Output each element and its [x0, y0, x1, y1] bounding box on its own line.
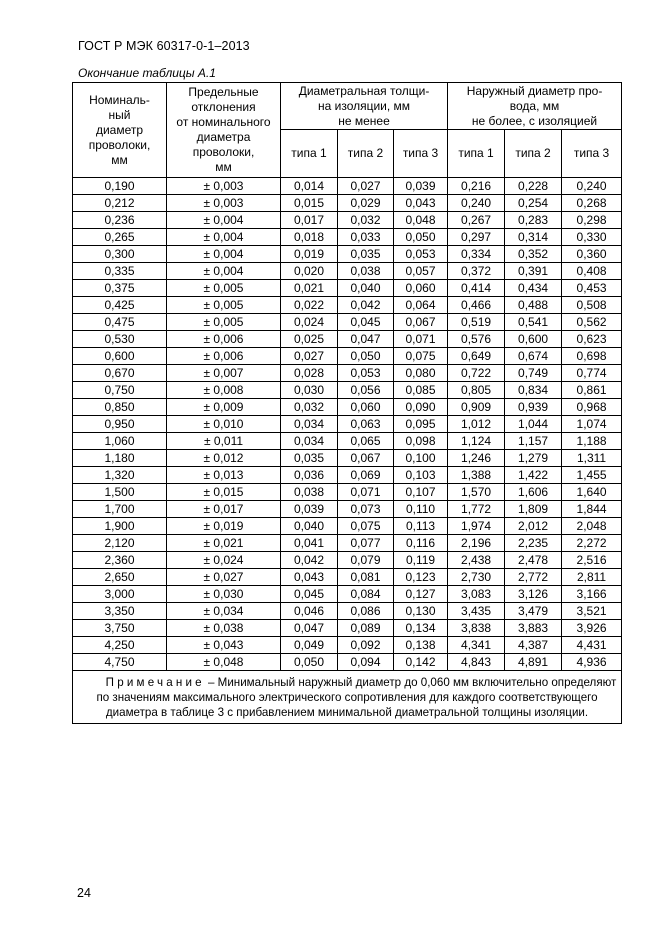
table-cell: 0,375 — [73, 280, 167, 297]
header-outer-diameter: Наружный диаметр про- вода, мм не более, с изоляцией — [448, 83, 622, 130]
table-cell: 0,850 — [73, 399, 167, 416]
table-cell: 0,040 — [338, 280, 394, 297]
table-cell: 0,060 — [338, 399, 394, 416]
table-cell: 0,090 — [394, 399, 448, 416]
table-cell: 4,387 — [505, 637, 562, 654]
table-cell: 1,844 — [562, 501, 622, 518]
table-cell: 0,142 — [394, 654, 448, 671]
table-cell: 0,909 — [448, 399, 505, 416]
table-cell: 1,640 — [562, 484, 622, 501]
table-cell: 0,027 — [338, 178, 394, 195]
table-cell: 0,020 — [281, 263, 338, 280]
table-cell: 0,254 — [505, 195, 562, 212]
table-cell: 0,298 — [562, 212, 622, 229]
table-cell: 1,157 — [505, 433, 562, 450]
table-cell: 0,119 — [394, 552, 448, 569]
table-cell: ± 0,011 — [167, 433, 281, 450]
table-cell: 0,103 — [394, 467, 448, 484]
table-cell: 0,749 — [505, 365, 562, 382]
table-cell: 3,479 — [505, 603, 562, 620]
table-cell: 2,272 — [562, 535, 622, 552]
subheader-type: типа 1 — [281, 130, 338, 178]
table-cell: 4,843 — [448, 654, 505, 671]
table-cell: 0,032 — [281, 399, 338, 416]
table-row — [73, 654, 622, 671]
table-row — [73, 246, 622, 263]
table-cell: 2,235 — [505, 535, 562, 552]
table-note — [73, 671, 622, 724]
table-cell: 1,974 — [448, 518, 505, 535]
table-cell: 0,025 — [281, 331, 338, 348]
table-cell: 0,541 — [505, 314, 562, 331]
table-cell: 1,455 — [562, 467, 622, 484]
table-cell: 3,435 — [448, 603, 505, 620]
table-cell: 0,085 — [394, 382, 448, 399]
table-cell: 0,039 — [281, 501, 338, 518]
table-cell: 2,120 — [73, 535, 167, 552]
table-cell: 4,750 — [73, 654, 167, 671]
table-cell: ± 0,005 — [167, 314, 281, 331]
table-cell: 0,600 — [73, 348, 167, 365]
table-cell: 0,116 — [394, 535, 448, 552]
table-cell: 0,267 — [448, 212, 505, 229]
table-cell: 0,107 — [394, 484, 448, 501]
table-cell: 0,035 — [281, 450, 338, 467]
table-cell: 0,029 — [338, 195, 394, 212]
table-cell: 0,019 — [281, 246, 338, 263]
table-cell: ± 0,034 — [167, 603, 281, 620]
table-cell: 0,028 — [281, 365, 338, 382]
header-limit-deviation: Предельные отклонения от номинального диаметра проволоки, мм — [167, 83, 281, 178]
table-cell: 0,049 — [281, 637, 338, 654]
table-cell: ± 0,048 — [167, 654, 281, 671]
table-cell: 3,838 — [448, 620, 505, 637]
table-cell: 1,900 — [73, 518, 167, 535]
table-cell: 0,562 — [562, 314, 622, 331]
table-cell: 0,030 — [281, 382, 338, 399]
table-cell: 0,089 — [338, 620, 394, 637]
table-cell: ± 0,043 — [167, 637, 281, 654]
table-cell: 1,124 — [448, 433, 505, 450]
table-cell: 0,268 — [562, 195, 622, 212]
table-cell: 0,134 — [394, 620, 448, 637]
table-cell: ± 0,017 — [167, 501, 281, 518]
table-cell: 4,341 — [448, 637, 505, 654]
table-row — [73, 433, 622, 450]
subheader-type: типа 1 — [448, 130, 505, 178]
table-row — [73, 399, 622, 416]
table-cell: 0,067 — [394, 314, 448, 331]
table-cell: 0,334 — [448, 246, 505, 263]
table-cell: 3,750 — [73, 620, 167, 637]
table-cell: 0,015 — [281, 195, 338, 212]
table-cell: 1,700 — [73, 501, 167, 518]
table-cell: 0,861 — [562, 382, 622, 399]
table-cell: ± 0,038 — [167, 620, 281, 637]
table-cell: 2,650 — [73, 569, 167, 586]
header-insulation-thickness: Диаметральная толщи- на изоляции, мм не менее — [281, 83, 448, 130]
table-cell: 0,095 — [394, 416, 448, 433]
table-row — [73, 297, 622, 314]
table-cell: 0,335 — [73, 263, 167, 280]
table-cell: 0,240 — [448, 195, 505, 212]
table-cell: ± 0,004 — [167, 229, 281, 246]
table-cell: 0,576 — [448, 331, 505, 348]
table-cell: 0,698 — [562, 348, 622, 365]
table-cell: 0,414 — [448, 280, 505, 297]
table-cell: 0,722 — [448, 365, 505, 382]
table-cell: 0,042 — [281, 552, 338, 569]
table-row — [73, 552, 622, 569]
table-cell: 0,100 — [394, 450, 448, 467]
table-cell: 0,216 — [448, 178, 505, 195]
table-row — [73, 178, 622, 195]
table-cell: 0,047 — [338, 331, 394, 348]
table-cell: 1,180 — [73, 450, 167, 467]
table-cell: 1,074 — [562, 416, 622, 433]
table-cell: 0,475 — [73, 314, 167, 331]
table-cell: 0,043 — [281, 569, 338, 586]
table-body — [73, 178, 622, 671]
table-cell: 1,570 — [448, 484, 505, 501]
table-row — [73, 229, 622, 246]
table-cell: 0,408 — [562, 263, 622, 280]
table-cell: 1,246 — [448, 450, 505, 467]
diameter-table — [72, 82, 622, 724]
page-number: 24 — [77, 886, 91, 900]
table-cell: 0,067 — [338, 450, 394, 467]
table-cell: ± 0,015 — [167, 484, 281, 501]
table-cell: 0,035 — [338, 246, 394, 263]
table-cell: ± 0,004 — [167, 246, 281, 263]
table-cell: 0,075 — [338, 518, 394, 535]
table-cell: 0,110 — [394, 501, 448, 518]
table-cell: 3,883 — [505, 620, 562, 637]
table-row — [73, 263, 622, 280]
table-cell: 0,519 — [448, 314, 505, 331]
table-cell: 0,064 — [394, 297, 448, 314]
table-cell: 0,453 — [562, 280, 622, 297]
subheader-type: типа 2 — [505, 130, 562, 178]
table-cell: 0,805 — [448, 382, 505, 399]
table-cell: ± 0,008 — [167, 382, 281, 399]
table-cell: 1,388 — [448, 467, 505, 484]
table-cell: 0,041 — [281, 535, 338, 552]
table-cell: 0,352 — [505, 246, 562, 263]
table-cell: 0,240 — [562, 178, 622, 195]
table-row — [73, 535, 622, 552]
table-cell: 0,071 — [338, 484, 394, 501]
table-cell: 0,079 — [338, 552, 394, 569]
table-cell: 0,050 — [281, 654, 338, 671]
table-cell: ± 0,005 — [167, 280, 281, 297]
table-cell: ± 0,019 — [167, 518, 281, 535]
table-cell: 0,034 — [281, 433, 338, 450]
table-cell: 0,372 — [448, 263, 505, 280]
table-cell: 0,950 — [73, 416, 167, 433]
table-cell: 3,000 — [73, 586, 167, 603]
table-cell: 0,098 — [394, 433, 448, 450]
table-cell: 0,060 — [394, 280, 448, 297]
table-cell: 0,600 — [505, 331, 562, 348]
table-cell: ± 0,030 — [167, 586, 281, 603]
table-cell: 2,360 — [73, 552, 167, 569]
table-cell: 0,092 — [338, 637, 394, 654]
table-cell: 0,050 — [338, 348, 394, 365]
table-cell: 4,431 — [562, 637, 622, 654]
table-cell: 0,075 — [394, 348, 448, 365]
table-row — [73, 365, 622, 382]
table-cell: ± 0,007 — [167, 365, 281, 382]
table-row — [73, 348, 622, 365]
table-cell: 0,047 — [281, 620, 338, 637]
table-cell: 0,038 — [281, 484, 338, 501]
table-cell: 3,350 — [73, 603, 167, 620]
table-cell: 0,045 — [338, 314, 394, 331]
table-cell: 0,056 — [338, 382, 394, 399]
table-cell: 0,065 — [338, 433, 394, 450]
table-cell: 0,069 — [338, 467, 394, 484]
table-row — [73, 637, 622, 654]
table-cell: 0,236 — [73, 212, 167, 229]
table-cell: 0,297 — [448, 229, 505, 246]
table-row — [73, 212, 622, 229]
table-cell: 3,926 — [562, 620, 622, 637]
table-cell: 3,166 — [562, 586, 622, 603]
table-cell: 0,425 — [73, 297, 167, 314]
table-cell: 0,043 — [394, 195, 448, 212]
table-cell: 0,045 — [281, 586, 338, 603]
table-cell: 0,057 — [394, 263, 448, 280]
table-cell: 0,391 — [505, 263, 562, 280]
table-cell: 1,772 — [448, 501, 505, 518]
table-cell: 0,022 — [281, 297, 338, 314]
table-cell: 0,081 — [338, 569, 394, 586]
table-cell: 2,730 — [448, 569, 505, 586]
table-cell: 3,521 — [562, 603, 622, 620]
table-cell: 0,032 — [338, 212, 394, 229]
table-cell: 0,086 — [338, 603, 394, 620]
table-row — [73, 603, 622, 620]
table-cell: 2,196 — [448, 535, 505, 552]
table-cell: 0,127 — [394, 586, 448, 603]
table-cell: 0,113 — [394, 518, 448, 535]
table-cell: 0,053 — [338, 365, 394, 382]
table-cell: 0,094 — [338, 654, 394, 671]
table-cell: ± 0,010 — [167, 416, 281, 433]
table-cell: 0,036 — [281, 467, 338, 484]
table-row — [73, 450, 622, 467]
table-row — [73, 195, 622, 212]
table-cell: ± 0,021 — [167, 535, 281, 552]
table-cell: 2,516 — [562, 552, 622, 569]
table-cell: 1,279 — [505, 450, 562, 467]
table-cell: ± 0,006 — [167, 331, 281, 348]
table-cell: 0,048 — [394, 212, 448, 229]
table-cell: 0,046 — [281, 603, 338, 620]
table-cell: 0,018 — [281, 229, 338, 246]
table-cell: 2,772 — [505, 569, 562, 586]
table-cell: 0,434 — [505, 280, 562, 297]
table-cell: 0,017 — [281, 212, 338, 229]
table-cell: ± 0,024 — [167, 552, 281, 569]
note-heading: Примечание — [105, 675, 205, 689]
table-cell: 0,488 — [505, 297, 562, 314]
table-cell: 0,024 — [281, 314, 338, 331]
table-cell: 2,438 — [448, 552, 505, 569]
header-nominal-diameter: Номиналь- ный диаметр проволоки, мм — [73, 83, 167, 178]
table-cell: 0,834 — [505, 382, 562, 399]
table-cell: 1,809 — [505, 501, 562, 518]
table-cell: 1,060 — [73, 433, 167, 450]
table-cell: 0,939 — [505, 399, 562, 416]
table-cell: 0,283 — [505, 212, 562, 229]
table-cell: 1,311 — [562, 450, 622, 467]
table-row — [73, 518, 622, 535]
table-row — [73, 416, 622, 433]
table-cell: 0,138 — [394, 637, 448, 654]
table-row — [73, 484, 622, 501]
table-cell: 1,606 — [505, 484, 562, 501]
table-cell: 1,012 — [448, 416, 505, 433]
table-cell: 4,250 — [73, 637, 167, 654]
table-row — [73, 331, 622, 348]
table-cell: 0,330 — [562, 229, 622, 246]
table-cell: 0,042 — [338, 297, 394, 314]
table-cell: 0,623 — [562, 331, 622, 348]
table-cell: ± 0,027 — [167, 569, 281, 586]
table-cell: 1,422 — [505, 467, 562, 484]
table-cell: 0,027 — [281, 348, 338, 365]
table-cell: 0,063 — [338, 416, 394, 433]
table-cell: 0,314 — [505, 229, 562, 246]
table-cell: 0,674 — [505, 348, 562, 365]
table-cell: 2,012 — [505, 518, 562, 535]
table-cell: 1,044 — [505, 416, 562, 433]
table-row — [73, 467, 622, 484]
note-text: – Минимальный наружный диаметр до 0,060 мм включительно определяют по значениям максимального электрического сопротивления для каждого соответствующего диаметра в таблице 3 с прибавлением минимальной диаметральной толщины изоляции. — [96, 675, 617, 719]
table-cell: 0,360 — [562, 246, 622, 263]
table-cell: 0,039 — [394, 178, 448, 195]
table-cell: ± 0,003 — [167, 178, 281, 195]
table-cell: 0,300 — [73, 246, 167, 263]
table-cell: 3,083 — [448, 586, 505, 603]
table-cell: 0,265 — [73, 229, 167, 246]
document-header: ГОСТ Р МЭК 60317-0-1–2013 — [78, 39, 250, 53]
table-cell: 0,033 — [338, 229, 394, 246]
table-cell: 4,891 — [505, 654, 562, 671]
table-cell: ± 0,013 — [167, 467, 281, 484]
table-cell: 0,228 — [505, 178, 562, 195]
table-cell: 0,073 — [338, 501, 394, 518]
table-row — [73, 314, 622, 331]
table-row — [73, 569, 622, 586]
table-cell: 0,508 — [562, 297, 622, 314]
subheader-type: типа 3 — [562, 130, 622, 178]
table-cell: 0,466 — [448, 297, 505, 314]
table-cell: 0,053 — [394, 246, 448, 263]
table-row — [73, 382, 622, 399]
table-cell: ± 0,004 — [167, 263, 281, 280]
table-cell: ± 0,009 — [167, 399, 281, 416]
table-cell: 0,084 — [338, 586, 394, 603]
table-cell: 0,530 — [73, 331, 167, 348]
table-cell: 0,071 — [394, 331, 448, 348]
table-cell: 4,936 — [562, 654, 622, 671]
table-cell: 0,649 — [448, 348, 505, 365]
table-cell: 0,040 — [281, 518, 338, 535]
subheader-type: типа 3 — [394, 130, 448, 178]
table-cell: 0,190 — [73, 178, 167, 195]
table-cell: 1,500 — [73, 484, 167, 501]
table-cell: 0,774 — [562, 365, 622, 382]
table-cell: ± 0,005 — [167, 297, 281, 314]
table-row — [73, 280, 622, 297]
table-cell: ± 0,006 — [167, 348, 281, 365]
table-cell: 0,034 — [281, 416, 338, 433]
subheader-type: типа 2 — [338, 130, 394, 178]
table-cell: 1,188 — [562, 433, 622, 450]
table-row — [73, 501, 622, 518]
table-cell: 3,126 — [505, 586, 562, 603]
table-cell: 0,021 — [281, 280, 338, 297]
table-cell: 1,320 — [73, 467, 167, 484]
table-cell: 2,048 — [562, 518, 622, 535]
table-cell: 0,968 — [562, 399, 622, 416]
table-cell: ± 0,003 — [167, 195, 281, 212]
table-cell: 0,050 — [394, 229, 448, 246]
table-cell: 0,670 — [73, 365, 167, 382]
table-cell: 0,080 — [394, 365, 448, 382]
table-cell: 0,038 — [338, 263, 394, 280]
table-cell: 0,130 — [394, 603, 448, 620]
table-caption: Окончание таблицы А.1 — [78, 66, 216, 80]
table-row — [73, 620, 622, 637]
table-cell: 0,750 — [73, 382, 167, 399]
table-cell: 2,811 — [562, 569, 622, 586]
table-cell: 0,123 — [394, 569, 448, 586]
table-cell: 0,077 — [338, 535, 394, 552]
table-cell: 0,212 — [73, 195, 167, 212]
table-cell: 2,478 — [505, 552, 562, 569]
table-cell: ± 0,004 — [167, 212, 281, 229]
table-row — [73, 586, 622, 603]
table-cell: 0,014 — [281, 178, 338, 195]
table-cell: ± 0,012 — [167, 450, 281, 467]
